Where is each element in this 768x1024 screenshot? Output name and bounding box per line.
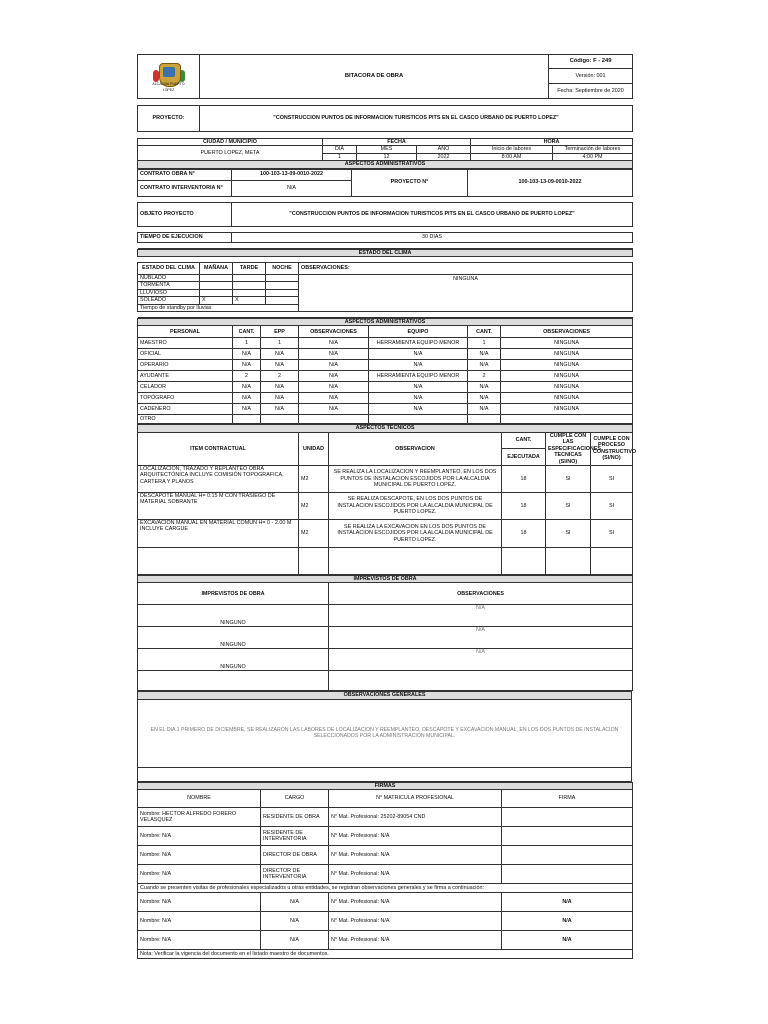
cell: 1	[233, 338, 261, 349]
clima-bar: ESTADO DEL CLIMA	[138, 249, 633, 256]
cell: N/A	[299, 393, 369, 404]
firmas-bar: FIRMAS	[138, 782, 633, 789]
clima-mark	[266, 282, 299, 289]
clima-mark	[233, 282, 266, 289]
imprevistos-bar: IMPREVISTOS DE OBRA	[138, 575, 633, 582]
tec-row	[138, 519, 633, 547]
cell: 1	[261, 338, 299, 349]
visit-row	[138, 893, 633, 912]
firmas-header: CARGO	[261, 790, 329, 808]
cell: 18	[502, 519, 546, 547]
ciudad-label: CIUDAD / MUNICIPIO	[138, 139, 323, 146]
cell: N° Mat. Profesional: N/A	[329, 893, 502, 912]
imprevistos-header-right: OBSERVACIONES	[329, 583, 633, 605]
imprevisto-obs: N/A	[329, 605, 633, 627]
cell: 2	[261, 371, 299, 382]
cell: NINGUNA	[501, 404, 633, 415]
tiempo-label: TIEMPO DE EJECUCION	[138, 232, 232, 242]
dia-value: 1	[323, 153, 357, 160]
personal-header: CANT.	[468, 326, 501, 338]
firma-row	[138, 846, 633, 865]
document-version: Versión: 001	[549, 69, 633, 84]
cell: N/A	[369, 404, 468, 415]
cell: SI	[546, 465, 591, 492]
document-title: BITACORA DE OBRA	[200, 55, 549, 99]
cell: N/A	[299, 349, 369, 360]
cell: LOCALIZACION, TRAZADO Y REPLANTEO OBRA ARQUITECTÓNICA INCLUYE COMISIÓN TOPOGRAFICA, CARTERA Y PLANOS	[138, 465, 299, 492]
proyecto-table	[137, 105, 633, 132]
cell: N/A	[299, 371, 369, 382]
visitas-note: Cuando se presenten visitas de profesionales especializados u otras entidades, se registran observaciones generales y se firma a continuación:	[138, 884, 633, 893]
cell: N/A	[299, 360, 369, 371]
clima-header-manana: MAÑANA	[200, 263, 233, 275]
firma-signature-field[interactable]	[502, 827, 633, 846]
personal-row	[138, 360, 633, 371]
cell: SI	[591, 519, 633, 547]
firma-row	[138, 808, 633, 827]
cell: N/A	[261, 912, 329, 931]
cell: 18	[502, 492, 546, 519]
cell	[501, 415, 633, 424]
ubicacion-table	[137, 138, 633, 169]
cell: N/A	[233, 404, 261, 415]
cell: N/A	[468, 349, 501, 360]
personal-header: EQUIPO	[369, 326, 468, 338]
personal-row	[138, 382, 633, 393]
cell: N/A	[261, 393, 299, 404]
cell: 18	[502, 465, 546, 492]
personal-table	[137, 318, 633, 424]
clima-mark	[200, 275, 233, 282]
imprevisto-obs: N/A	[329, 627, 633, 649]
clima-mark	[266, 297, 299, 304]
ano-value: 2022	[417, 153, 471, 160]
clima-obs-label: OBSERVACIONES:	[299, 263, 633, 275]
clima-standby: Tiempo de standby por lluvias	[138, 304, 299, 311]
proyecto-value: "CONSTRUCCION PUNTOS DE INFORMACION TURISTICOS PITS EN EL CASCO URBANO DE PUERTO LOPEZ"	[200, 106, 633, 132]
cell: N/A	[233, 393, 261, 404]
tecnicos-table	[137, 424, 637, 574]
cell: DIRECTOR DE INTERVENTORIA	[261, 865, 329, 884]
cell: N° Mat. Profesional: 25202-89054 CND	[329, 808, 502, 827]
generales-table	[137, 691, 632, 781]
firma-signature-field[interactable]	[502, 865, 633, 884]
clima-row: LLUVIOSO	[138, 289, 200, 296]
cell: N/A	[468, 404, 501, 415]
cell: N/A	[261, 360, 299, 371]
cell: M2	[299, 492, 329, 519]
imprevistos-table	[137, 575, 633, 691]
clima-table	[137, 249, 633, 318]
clima-mark: X	[233, 297, 266, 304]
cell: Nombre: N/A	[138, 846, 261, 865]
cell: RESIDENTE DE OBRA	[261, 808, 329, 827]
personal-row	[138, 349, 633, 360]
cell: N/A	[261, 931, 329, 950]
firma-signature-field[interactable]	[502, 846, 633, 865]
cell: SI	[546, 492, 591, 519]
cell: N° Mat. Profesional: N/A	[329, 827, 502, 846]
cell: M2	[299, 465, 329, 492]
personal-row	[138, 338, 633, 349]
cell: SE REALIZA LA LOCALIZACION Y REEMPLANTEO, EN LOS DOS PUNTOS DE INSTALACION ESCOJIDOS POR LA ALCALDIA MUNICIPAL DE PUERTO LOPEZ.	[329, 465, 502, 492]
cell: N° Mat. Profesional: N/A	[329, 865, 502, 884]
cell: EXCAVACION MANUAL EN MATERIAL COMUN H= 0 - 2.00 M INCLUYE CARGUE	[138, 519, 299, 547]
personal-row	[138, 415, 633, 424]
imprevisto-item: NINGUNO	[138, 649, 329, 671]
firma-signature-field[interactable]: N/A	[502, 912, 633, 931]
cell: SI	[591, 465, 633, 492]
personal-row	[138, 404, 633, 415]
personal-header: OBSERVACIONES	[299, 326, 369, 338]
firma-row	[138, 827, 633, 846]
cell: NINGUNA	[501, 338, 633, 349]
cell: CELADOR	[138, 382, 233, 393]
cell: Nombre: N/A	[138, 893, 261, 912]
cell: DIRECTOR DE OBRA	[261, 846, 329, 865]
personal-header: CANT.	[233, 326, 261, 338]
imprevisto-obs: N/A	[329, 649, 633, 671]
cell	[233, 415, 261, 424]
cell: Nombre: N/A	[138, 865, 261, 884]
ciudad-value: PUERTO LOPEZ, META	[138, 146, 323, 161]
document-date: Fecha: Septiembre de 2020	[549, 84, 633, 99]
contrato-label: CONTRATO OBRA N°	[138, 169, 232, 180]
tec-header-unidad: UNIDAD	[299, 432, 329, 465]
cell: NINGUNA	[501, 382, 633, 393]
cell: N° Mat. Profesional: N/A	[329, 846, 502, 865]
clima-row: NUBLADO	[138, 275, 200, 282]
clima-mark	[200, 289, 233, 296]
cell: N/A	[369, 382, 468, 393]
firma-row	[138, 865, 633, 884]
cell: SE REALIZA DESCAPOTE, EN LOS DOS PUNTOS DE INSTALACION ESCOJIDOS POR LA ALCALDIA MUNICIPAL DE PUERTO LOPEZ.	[329, 492, 502, 519]
cell: RESIDENTE DE INTERVENTORIA	[261, 827, 329, 846]
cell: N/A	[261, 404, 299, 415]
personal-row	[138, 371, 633, 382]
cell: N/A	[369, 393, 468, 404]
generales-text: EN EL DIA 1 PRIMERO DE DICIEMBRE, SE REALIZARON LAS LABORES DE LOCALIZACION Y REEMPLANTEO, DESCAPOTE Y EXCAVACION MANUAL, EN LOS DOS PUNTOS DE INSTALACION SELECCIONADOS POR LA ADMINISTRACION MUNICIPAL.	[138, 699, 632, 767]
tec-header-cumple1: CUMPLE CON LAS ESPECIFICACIONES TECNICAS (SI/NO)	[546, 432, 591, 465]
clima-header-noche: NOCHE	[266, 263, 299, 275]
tec-header-ejec: EJECUTADA	[502, 449, 546, 466]
interventoria-value: N/A	[232, 180, 352, 196]
cell: 1	[468, 338, 501, 349]
termino-label: Terminación de labores	[553, 146, 633, 153]
clima-row: SOLEADO	[138, 297, 200, 304]
cell: N/A	[369, 360, 468, 371]
termino-value: 4:00 PM	[553, 153, 633, 160]
visit-row	[138, 912, 633, 931]
cell: Nombre: HECTOR ALFREDO FORERO VELASQUEZ	[138, 808, 261, 827]
clima-header-tarde: TARDE	[233, 263, 266, 275]
contrato-value: 100-103-13-09-0010-2022	[232, 169, 352, 180]
cell: N/A	[261, 382, 299, 393]
cell: MAESTRO	[138, 338, 233, 349]
tec-header-cant: CANT.	[502, 432, 546, 449]
tecnicos-bar: ASPECTOS TECNICOS	[138, 425, 633, 432]
cell: Nombre: N/A	[138, 931, 261, 950]
cell: N° Mat. Profesional: N/A	[329, 931, 502, 950]
ano-label: AÑO	[417, 146, 471, 153]
cell: N/A	[369, 349, 468, 360]
cell: N/A	[261, 349, 299, 360]
mes-value: 12	[357, 153, 417, 160]
personal-header: OBSERVACIONES	[501, 326, 633, 338]
cell: Nombre: N/A	[138, 912, 261, 931]
cell: N/A	[261, 893, 329, 912]
inicio-label: Inicio de labores	[471, 146, 553, 153]
objeto-value: "CONSTRUCCION PUNTOS DE INFORMACION TURISTICOS PITS EN EL CASCO URBANO DE PUERTO LOPEZ"	[232, 202, 633, 226]
firmas-header: NOMBRE	[138, 790, 261, 808]
cell: N/A	[299, 382, 369, 393]
cell: N/A	[299, 338, 369, 349]
tec-header-item: ITEM CONTRACTUAL	[138, 432, 299, 465]
cell: OPERARIO	[138, 360, 233, 371]
cell	[299, 415, 369, 424]
cell	[261, 415, 299, 424]
objeto-label: OBJETO PROYECTO	[138, 202, 232, 226]
document-code: Código: F - 249	[549, 55, 633, 69]
cell: OFICIAL	[138, 349, 233, 360]
hora-label: HORA	[471, 139, 633, 146]
cell: N/A	[233, 349, 261, 360]
proyecto-n-value: 100-103-13-09-0010-2022	[468, 169, 633, 196]
inicio-value: 8:00 AM	[471, 153, 553, 160]
generales-bar: OBSERVACIONES GENERALES	[138, 692, 632, 699]
cell: SE REALIZA LA EXCAVACION EN LOS DOS PUNTOS DE INSTALACION ESCOJIDOS POR LA ALCALDIA MUNICIPAL DE PUERTO LOPEZ.	[329, 519, 502, 547]
cell: SI	[591, 492, 633, 519]
dia-label: DIA	[323, 146, 357, 153]
logo-cell	[138, 55, 200, 99]
tec-row	[138, 492, 633, 519]
cell: TOPÓGRAFO	[138, 393, 233, 404]
tec-header-obs: OBSERVACION	[329, 432, 502, 465]
interventoria-label: CONTRATO INTERVENTORIA N°	[138, 180, 232, 196]
proyecto-label: PROYECTO:	[138, 106, 200, 132]
clima-mark	[233, 289, 266, 296]
cell: CADENERO	[138, 404, 233, 415]
cell: N° Mat. Profesional: N/A	[329, 912, 502, 931]
cell: OTRO	[138, 415, 233, 424]
visit-row	[138, 931, 633, 950]
imprevistos-header-left: IMPREVISTOS DE OBRA	[138, 583, 329, 605]
cell: HERRAMIENTA EQUIPO MENOR	[369, 371, 468, 382]
cell: 2	[468, 371, 501, 382]
firmas-table	[137, 782, 633, 959]
clima-mark	[233, 275, 266, 282]
personal-bar: ASPECTOS ADMINISTRATIVOS	[138, 319, 633, 326]
firmas-header: N° MATRICULA PROFESIONAL	[329, 790, 502, 808]
cell: N/A	[468, 393, 501, 404]
cell: NINGUNA	[501, 393, 633, 404]
cell: N/A	[233, 360, 261, 371]
bitacora-sheet	[137, 54, 637, 980]
fecha-label: FECHA	[323, 139, 471, 146]
cell: NINGUNA	[501, 371, 633, 382]
cell: NINGUNA	[501, 349, 633, 360]
cell	[468, 415, 501, 424]
cell: 2	[233, 371, 261, 382]
tec-header-cumple2: CUMPLE CON PROCESO CONSTRUCTIVO (SI/NO)	[591, 432, 633, 465]
cell: AYUDANTE	[138, 371, 233, 382]
firma-signature-field[interactable]	[502, 808, 633, 827]
cell	[369, 415, 468, 424]
cell: NINGUNA	[501, 360, 633, 371]
cell: DESCAPOTE MANUAL H= 0.15 M CON TRASIEGO DE MATERIAL SOBRANTE	[138, 492, 299, 519]
header-table	[137, 54, 633, 99]
firma-signature-field[interactable]: N/A	[502, 931, 633, 950]
personal-header: PERSONAL	[138, 326, 233, 338]
clima-mark: X	[200, 297, 233, 304]
admin-table	[137, 169, 633, 249]
alcaldia-logo-icon	[152, 60, 186, 94]
cell: N/A	[299, 404, 369, 415]
admin-bar: ASPECTOS ADMINISTRATIVOS	[138, 161, 633, 168]
cell: N/A	[468, 360, 501, 371]
cell: M2	[299, 519, 329, 547]
firma-signature-field[interactable]: N/A	[502, 893, 633, 912]
clima-header-estado: ESTADO DEL CLIMA	[138, 263, 200, 275]
cell: Nombre: N/A	[138, 827, 261, 846]
proyecto-n-label: PROYECTO N°	[352, 169, 468, 196]
tec-row	[138, 465, 633, 492]
personal-header: EPP	[261, 326, 299, 338]
mes-label: MES	[357, 146, 417, 153]
clima-mark	[200, 282, 233, 289]
cell: SI	[546, 519, 591, 547]
logo-caption: ALCALDÍA PUERTO LÓPEZ	[152, 81, 185, 93]
clima-mark	[266, 289, 299, 296]
cell: HERRAMIENTA EQUIPO MENOR	[369, 338, 468, 349]
cell: N/A	[233, 382, 261, 393]
imprevisto-item: NINGUNO	[138, 605, 329, 627]
tiempo-value: 30 DIAS	[232, 232, 633, 242]
firmas-header: FIRMA	[502, 790, 633, 808]
clima-mark	[266, 275, 299, 282]
clima-row: TORMENTA	[138, 282, 200, 289]
cell: N/A	[468, 382, 501, 393]
nota-footer: Nota: Verificar la vigencia del documento en el listado maestro de documentos.	[138, 950, 633, 959]
clima-obs-value: NINGUNA	[299, 275, 633, 312]
imprevisto-item: NINGUNO	[138, 627, 329, 649]
personal-row	[138, 393, 633, 404]
